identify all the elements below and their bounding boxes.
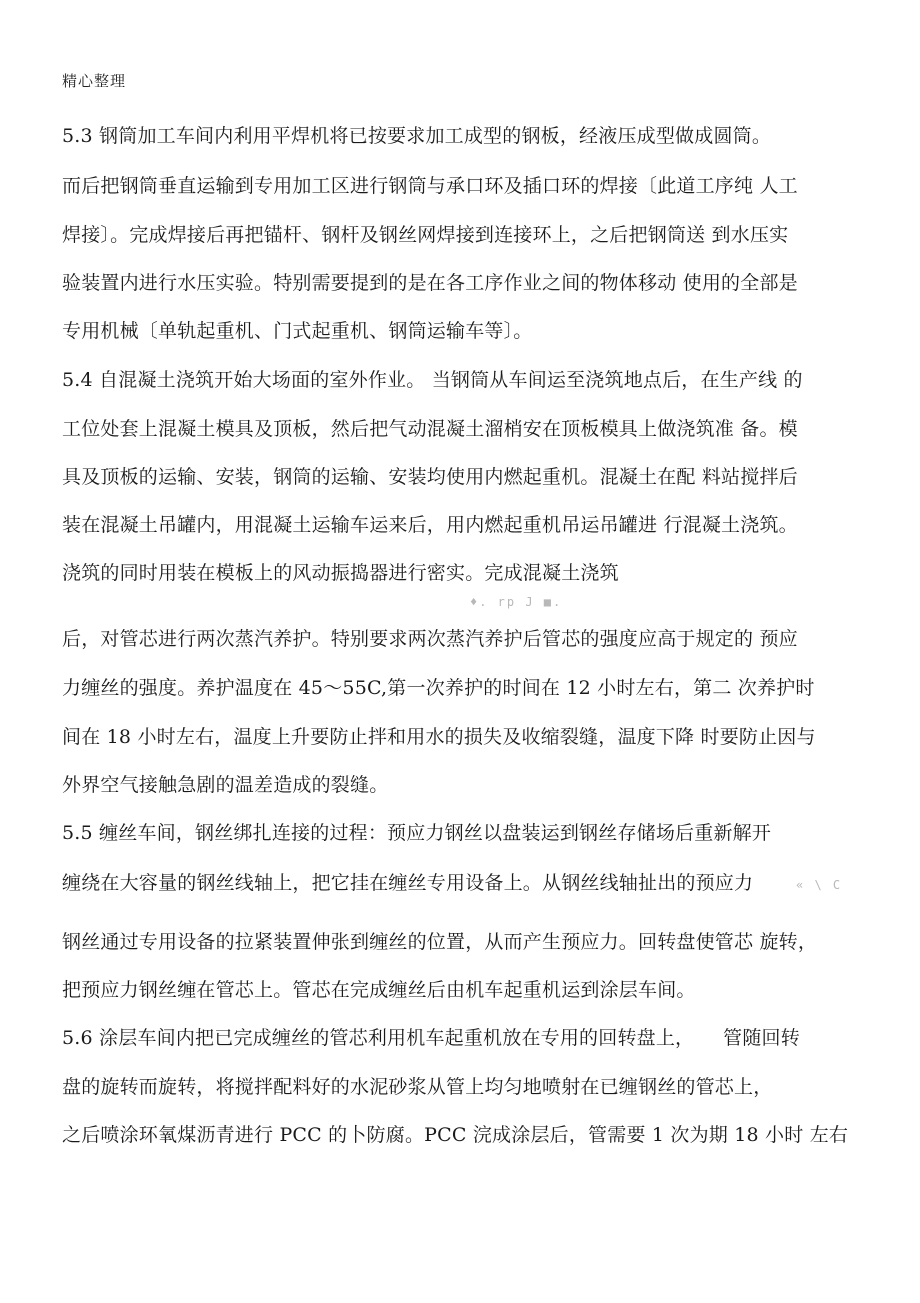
text-line: 把预应力钢丝缠在管芯上。管芯在完成缠丝后由机车起重机运到涂层车间。 xyxy=(62,979,696,1001)
text-line: 后，对管芯进行两次蒸汽养护。特别要求两次蒸汽养护后管芯的强度应高于规定的 预应 xyxy=(62,628,798,650)
text-line: 专用机械〔单轨起重机、门式起重机、钢筒运输车等〕。 xyxy=(62,320,533,342)
text-line: 外界空气接触急剧的温差造成的裂缝。 xyxy=(62,774,389,796)
text-line: 验装置内进行水压实验。特别需要提到的是在各工序作业之间的物体移动 使用的全部是 xyxy=(62,272,798,294)
text-line: 浇筑的同时用装在模板上的风动振捣器进行密实。完成混凝土浇筑 xyxy=(62,562,619,584)
text-line: 盘的旋转而旋转，将搅拌配料好的水泥砂浆从管上均匀地喷射在已缠钢丝的管芯上， xyxy=(62,1076,773,1098)
text-line: 5.3 钢筒加工车间内利用平焊机将已按要求加工成型的钢板，经液压成型做成圆筒。 xyxy=(62,125,772,147)
page-header: 精心整理 xyxy=(62,72,127,90)
scan-artifact: « \ C xyxy=(796,878,843,892)
text-line: 钢丝通过专用设备的拉紧装置伸张到缠丝的位置，从而产生预应力。回转盘使管芯 旋转， xyxy=(62,931,818,953)
text-line: 5.5 缠丝车间，钢丝绑扎连接的过程：预应力钢丝以盘装运到钢丝存储场后重新解开 xyxy=(62,822,772,844)
text-line: 力缠丝的强度。养护温度在 45～55C,第一次养护的时间在 12 小时左右，第二 次养护时 xyxy=(62,677,815,699)
text-line: 间在 18 小时左右，温度上升要防止拌和用水的损失及收缩裂缝，温度下降 时要防止因与 xyxy=(62,726,816,748)
text-line: 5.4 自混凝土浇筑开始大场面的室外作业。 当钢筒从车间运至浇筑地点后，在生产线 的 xyxy=(62,369,803,391)
scan-artifact: ♦. rp J ■. xyxy=(470,595,563,609)
text-line: 缠绕在大容量的钢丝线轴上，把它挂在缠丝专用设备上。从钢丝线轴扯出的预应力 xyxy=(62,872,754,894)
text-line: 之后喷涂环氧煤沥青进行 PCC 的卜防腐。PCC 浣成涂层后，管需要 1 次为期 18 小时 左右 xyxy=(62,1124,849,1146)
text-line: 5.6 涂层车间内把已完成缠丝的管芯利用机车起重机放在专用的回转盘上， 管随回转 xyxy=(62,1027,800,1049)
text-line: 焊接〕。完成焊接后再把锚杆、钢杆及钢丝网焊接到连接环上，之后把钢筒送 到水压实 xyxy=(62,224,789,246)
text-line: 装在混凝土吊罐内，用混凝土运输车运来后，用内燃起重机吊运吊罐进 行混凝土浇筑。 xyxy=(62,514,798,536)
text-line: 具及顶板的运输、安装，钢筒的运输、安装均使用内燃起重机。混凝土在配 料站搅拌后 xyxy=(62,466,798,488)
text-line: 而后把钢筒垂直运输到专用加工区进行钢筒与承口环及插口环的焊接〔此道工序纯 人工 xyxy=(62,175,798,197)
text-line: 工位处套上混凝土模具及顶板，然后把气动混凝土溜梢安在顶板模具上做浇筑准 备。模 xyxy=(62,418,798,440)
